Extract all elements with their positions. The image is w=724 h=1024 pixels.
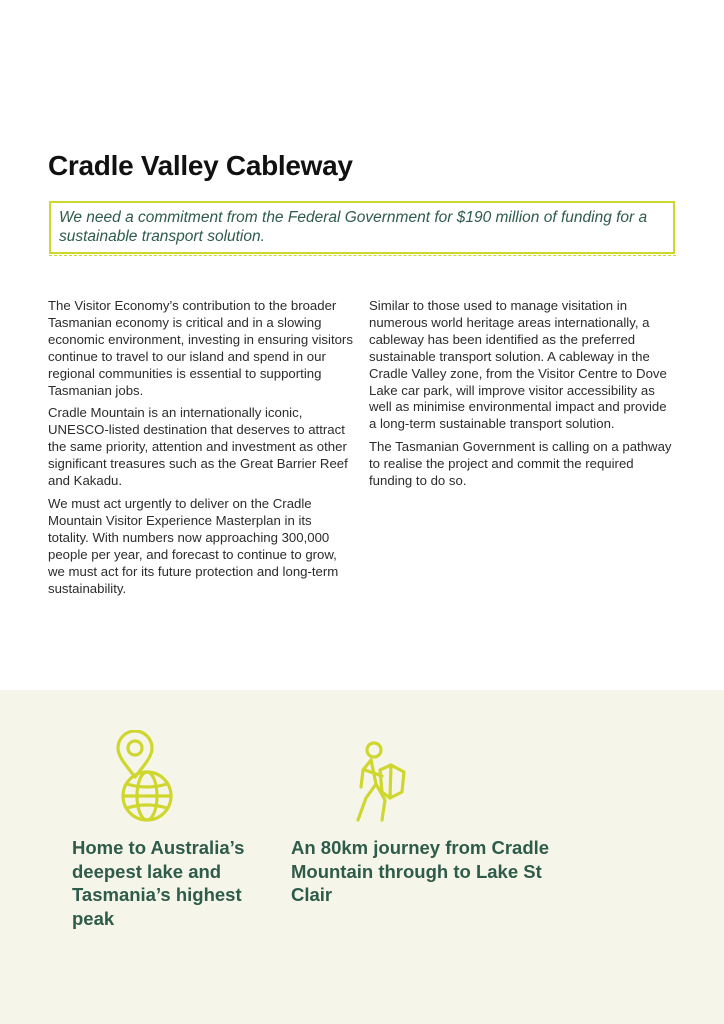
- paragraph: Cradle Mountain is an internationally iconic, UNESCO-listed destination that deserves to attract the same priority, attention and investment as other significant treasures such as the Great Barrier Reef and Kakadu.: [48, 405, 348, 489]
- feature-text-journey: An 80km journey from Cradle Mountain through to Lake St Clair: [291, 837, 550, 905]
- funding-callout: We need a commitment from the Federal Government for $190 million of funding for a sustainable transport solution.: [49, 201, 675, 254]
- location-globe-icon: [110, 730, 180, 822]
- callout-divider: [49, 255, 676, 256]
- left-column: [48, 298, 354, 603]
- paragraph: The Tasmanian Government is calling on a pathway to realise the project and commit the required funding to do so.: [369, 439, 672, 489]
- right-column: [369, 298, 675, 496]
- paragraph: Similar to those used to manage visitation in numerous world heritage areas internationally, a cableway has been identified as the preferred sustainable transport solution. A cableway in the Cradle Valley zone, from the Visitor Centre to Dove Lake car park, will improve visitor accessibility as well as minimise environmental impact and provide a long-term sustainable transport solution.: [369, 298, 667, 432]
- hiker-map-icon: [342, 740, 412, 826]
- paragraph: The Visitor Economy’s contribution to the broader Tasmanian economy is critical and in a slowing economic environment, investing in ensuring visitors continue to travel to our island and spend in our regional communities is essential to supporting Tasmanian jobs.: [48, 298, 353, 398]
- page-title: Cradle Valley Cableway: [48, 150, 353, 181]
- feature-text-lake-peak: Home to Australia’s deepest lake and Tasmania’s highest peak: [72, 837, 245, 929]
- paragraph: We must act urgently to deliver on the Cradle Mountain Visitor Experience Masterplan in its totality. With numbers now approaching 300,000 people per year, and forecast to continue to grow, we must act for its future protection and long-term sustainability.: [48, 495, 339, 596]
